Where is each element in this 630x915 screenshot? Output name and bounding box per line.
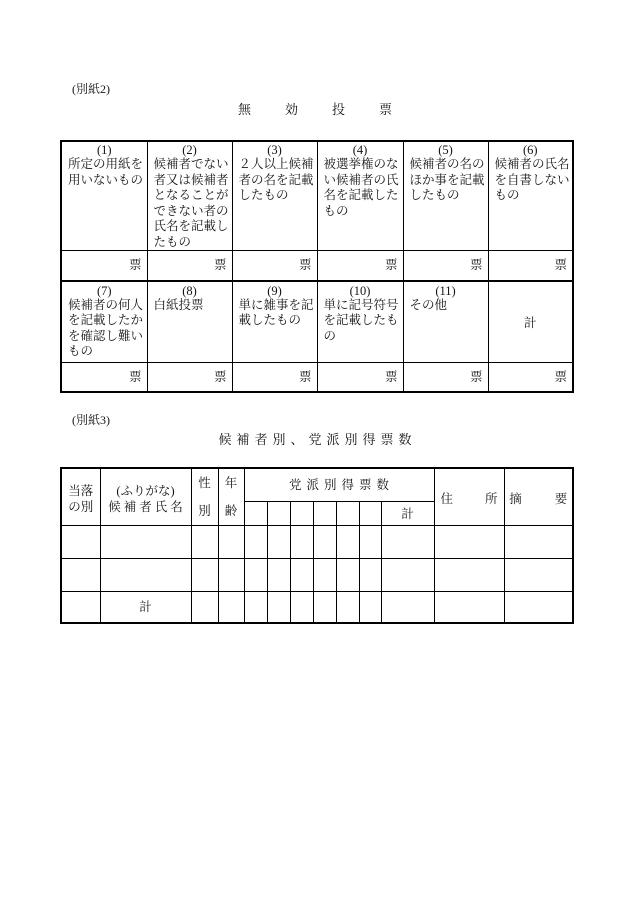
invalid-count-cell	[232, 251, 317, 281]
vote-unit-label: 票	[298, 258, 312, 273]
party-votes-header	[244, 468, 434, 502]
total-label-cell	[100, 592, 191, 623]
category-number: (10)	[349, 283, 371, 298]
result-cell	[61, 559, 100, 592]
party-votes-cell	[313, 526, 336, 559]
invalid-count-row	[61, 251, 573, 281]
party-total-cell	[381, 592, 434, 623]
invalid-count-cell	[232, 363, 317, 392]
remarks-cell	[504, 592, 573, 623]
address-cell	[434, 526, 504, 559]
invalid-total-count-cell	[488, 363, 573, 392]
result-cell	[61, 592, 100, 623]
party-votes-cell	[244, 526, 267, 559]
category-description: 候補者の氏名 を自書しない もの	[494, 157, 570, 202]
party-votes-cell	[336, 526, 359, 559]
result-cell	[61, 526, 100, 559]
party-column-header	[359, 502, 381, 526]
party-votes-cell	[267, 526, 290, 559]
party-total-label: 計	[401, 506, 414, 521]
category-number: (9)	[267, 283, 282, 298]
invalid-category-cell	[61, 141, 147, 251]
invalid-count-cell	[488, 251, 573, 281]
category-number: (8)	[182, 283, 197, 298]
category-description: 候補者の名の ほか事を記載 したもの	[409, 157, 485, 202]
invalid-count-cell	[403, 363, 488, 392]
vote-unit-label: 票	[384, 369, 398, 384]
sex-header	[191, 468, 218, 526]
category-description: ２人以上候補 者の名を記載 したもの	[238, 157, 314, 202]
candidate-name-cell	[100, 526, 191, 559]
invalid-count-row	[61, 363, 573, 392]
category-description: 単に記号符号 を記載したも の	[323, 297, 399, 343]
invalid-votes-table	[60, 140, 574, 393]
party-votes-cell	[290, 559, 313, 592]
category-number: (5)	[438, 143, 453, 157]
age-cell	[218, 526, 244, 559]
result-header	[61, 468, 100, 526]
invalid-count-cell	[147, 363, 232, 392]
address-label: 住所	[440, 492, 530, 506]
votes-by-candidate-table	[60, 467, 601, 624]
party-column-header	[313, 502, 336, 526]
candidate-row	[61, 559, 573, 592]
party-votes-cell	[244, 559, 267, 592]
party-total-header	[381, 502, 434, 526]
vote-unit-label: 票	[298, 369, 312, 384]
invalid-total-header-cell	[488, 281, 573, 363]
age-header-line1: 年	[224, 476, 238, 490]
category-description: 候補者の何人 を記載したか を確認し難い もの	[68, 297, 144, 358]
sex-cell	[191, 526, 218, 559]
category-number: (7)	[96, 283, 112, 298]
sex-cell	[191, 559, 218, 592]
invalid-category-row	[61, 141, 573, 251]
category-description: その他	[409, 297, 448, 312]
party-votes-label: 党派別得票数	[289, 478, 395, 493]
party-column-header	[336, 502, 359, 526]
vote-unit-label: 票	[554, 258, 567, 273]
invalid-count-cell	[403, 251, 488, 281]
vote-unit-label: 票	[384, 258, 398, 273]
invalid-count-cell	[61, 363, 147, 392]
furigana-label: (ふりがな)	[116, 484, 175, 498]
sex-cell	[191, 592, 218, 623]
remarks-cell	[504, 559, 573, 592]
party-votes-cell	[359, 592, 381, 623]
vote-unit-label: 票	[128, 258, 142, 273]
result-header-line1: 当落	[68, 484, 94, 498]
invalid-votes-title-text: 無効投票	[237, 102, 426, 117]
invalid-count-cell	[61, 251, 147, 281]
invalid-category-cell	[61, 281, 147, 363]
invalid-votes-title	[0, 102, 630, 118]
address-header	[434, 468, 530, 526]
party-votes-cell	[267, 592, 290, 623]
party-votes-cell	[359, 559, 381, 592]
age-header	[218, 468, 244, 526]
sex-header-line2: 別	[198, 504, 211, 518]
invalid-count-cell	[317, 363, 403, 392]
votes-by-candidate-title	[0, 432, 630, 448]
party-column-header	[244, 502, 267, 526]
category-number: (2)	[182, 143, 197, 157]
vote-unit-label: 票	[128, 369, 142, 384]
candidate-row	[61, 526, 573, 559]
party-votes-cell	[313, 559, 336, 592]
candidate-name-cell	[100, 559, 191, 592]
party-column-header	[290, 502, 313, 526]
party-votes-cell	[336, 592, 359, 623]
address-cell	[434, 559, 504, 592]
category-number: (1)	[96, 143, 112, 157]
invalid-category-row	[61, 281, 573, 363]
appendix-3-label: (別紙3)	[72, 413, 110, 427]
invalid-category-cell	[232, 281, 317, 363]
vote-unit-label: 票	[554, 369, 567, 384]
header-row	[61, 468, 573, 502]
address-cell	[434, 592, 504, 623]
invalid-category-cell	[403, 281, 488, 363]
candidate-name-header	[100, 468, 191, 526]
party-total-cell	[381, 526, 434, 559]
party-votes-cell	[313, 592, 336, 623]
vote-unit-label: 票	[213, 258, 227, 273]
category-number: (6)	[522, 143, 538, 157]
category-description: 単に雑事を記 載したもの	[238, 297, 314, 327]
category-description: 白紙投票	[153, 297, 204, 312]
party-votes-cell	[290, 526, 313, 559]
invalid-category-cell	[232, 141, 317, 251]
invalid-category-cell	[403, 141, 488, 251]
remarks-label: 摘要	[509, 492, 601, 506]
age-header-line2: 齢	[224, 504, 238, 518]
invalid-count-cell	[317, 251, 403, 281]
invalid-count-cell	[147, 251, 232, 281]
result-header-line2: の別	[68, 500, 94, 514]
invalid-category-cell	[317, 281, 403, 363]
category-description: 候補者でない 者又は候補者 となることが できない者の 氏名を記載し たもの	[153, 157, 229, 249]
party-votes-cell	[244, 592, 267, 623]
invalid-category-cell	[147, 281, 232, 363]
party-votes-cell	[290, 592, 313, 623]
invalid-category-cell	[317, 141, 403, 251]
invalid-category-cell	[488, 141, 573, 251]
category-number: (4)	[352, 143, 368, 157]
vote-unit-label: 票	[213, 369, 227, 384]
party-total-cell	[381, 559, 434, 592]
invalid-total-label: 計	[523, 315, 537, 330]
remarks-cell	[504, 526, 573, 559]
total-row	[61, 592, 573, 623]
party-votes-cell	[267, 559, 290, 592]
total-label: 計	[139, 599, 152, 614]
party-votes-cell	[336, 559, 359, 592]
age-cell	[218, 592, 244, 623]
invalid-category-cell	[147, 141, 232, 251]
vote-unit-label: 票	[469, 369, 483, 384]
sex-header-line1: 性	[198, 476, 211, 490]
category-number: (11)	[435, 283, 456, 298]
candidate-name-label: 候補者氏名	[108, 500, 186, 514]
category-number: (3)	[267, 143, 282, 157]
party-column-header	[267, 502, 290, 526]
party-votes-cell	[359, 526, 381, 559]
remarks-header	[504, 468, 601, 526]
category-description: 被選挙権のな い候補者の氏 名を記載した もの	[323, 157, 399, 218]
votes-by-candidate-title-text: 候補者別、党派別得票数	[218, 432, 417, 447]
age-cell	[218, 559, 244, 592]
category-description: 所定の用紙を 用いないもの	[68, 157, 144, 187]
vote-unit-label: 票	[469, 258, 483, 273]
appendix-2-label: (別紙2)	[72, 82, 110, 96]
